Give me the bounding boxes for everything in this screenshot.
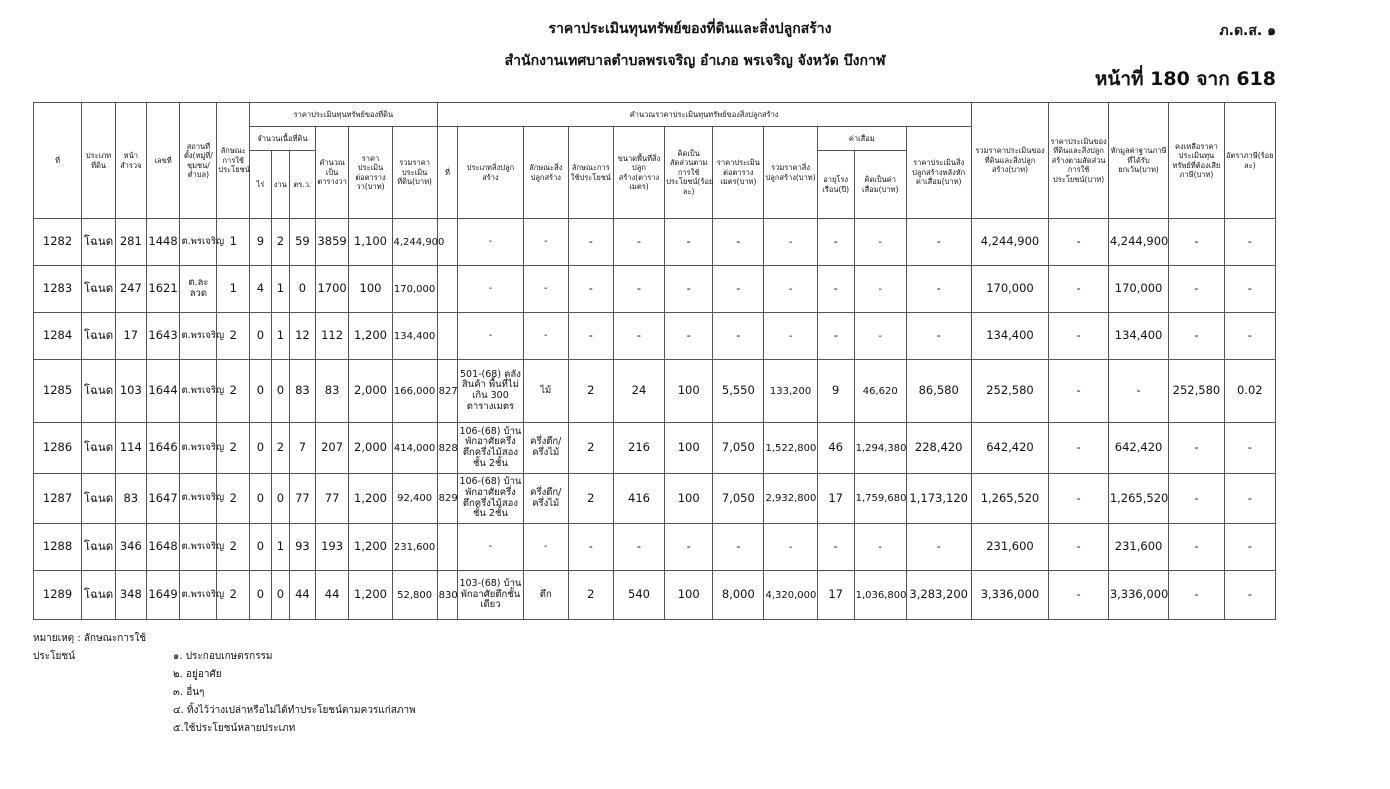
cell-use: 2	[217, 313, 250, 360]
cell-rate: -	[1224, 524, 1275, 571]
cell-bnet: 228,420	[906, 423, 971, 474]
table-row	[34, 571, 1276, 620]
col-ngan: งาน	[271, 151, 289, 219]
table-row	[34, 360, 1276, 423]
cell-age: -	[817, 219, 854, 266]
col-land-type: ประเภทที่ดิน	[82, 103, 116, 219]
cell-rai: 0	[250, 423, 272, 474]
cell-bkind: ครึ่งตึก/ครึ่งไม้	[523, 474, 568, 524]
cell-number: 1647	[146, 474, 180, 524]
cell-rem: -	[1169, 474, 1224, 524]
cell-ded: 1,265,520	[1108, 474, 1168, 524]
cell-bnet: 86,580	[906, 360, 971, 423]
cell-bnet: -	[906, 266, 971, 313]
cell-number: 1448	[146, 219, 180, 266]
cell-prop: -	[1049, 313, 1108, 360]
cell-use: 1	[217, 219, 250, 266]
cell-bno	[437, 524, 457, 571]
cell-ngan: 1	[271, 266, 289, 313]
cell-use: 1	[217, 266, 250, 313]
col-land-value: รวมราคาประเมินที่ดิน(บาท)	[392, 127, 437, 219]
cell-bval: 1,522,800	[764, 423, 817, 474]
col-building-ratio: คิดเป็นสัดส่วนตามการใช้ประโยชน์(ร้อยละ)	[665, 127, 713, 219]
cell-bratio: -	[665, 313, 713, 360]
cell-wa: 7	[290, 423, 316, 474]
group-building-value: คำนวณราคาประเมินทุนทรัพย์ของสิ่งปลูกสร้าง	[437, 103, 971, 127]
cell-ppw: 1,200	[349, 571, 392, 620]
cell-barea: 216	[613, 423, 664, 474]
cell-prop: -	[1049, 266, 1108, 313]
cell-wa: 0	[290, 266, 316, 313]
cell-prop: -	[1049, 524, 1108, 571]
cell-bkind: -	[523, 313, 568, 360]
cell-btype: -	[458, 219, 524, 266]
cell-buse: 2	[568, 474, 613, 524]
cell-use: 2	[217, 360, 250, 423]
cell-bratio: 100	[665, 571, 713, 620]
cell-age: 46	[817, 423, 854, 474]
cell-rem: -	[1169, 219, 1224, 266]
cell-rai: 0	[250, 571, 272, 620]
cell-bpsm: 7,050	[713, 423, 764, 474]
footnote-item: ๔. ทิ้งไว้ว่างเปล่าหรือไม่ได้ทำประโยชน์ตามควรแก่สภาพ	[173, 705, 416, 716]
group-depreciation: ค่าเสื่อม	[817, 127, 906, 151]
cell-wa: 12	[290, 313, 316, 360]
table-row	[34, 313, 1276, 360]
cell-loc: ต.พรเจริญ	[180, 219, 217, 266]
cell-ngan: 1	[271, 313, 289, 360]
cell-bno: 827	[437, 360, 457, 423]
cell-total: 1,265,520	[971, 474, 1049, 524]
cell-tw: 193	[315, 524, 349, 571]
cell-bpsm: -	[713, 524, 764, 571]
cell-bval: -	[764, 219, 817, 266]
cell-btype: 501-(68) คลังสินค้า พื้นที่ไม่เกิน 300 ตารางเมตร	[458, 360, 524, 423]
cell-ded: 642,420	[1108, 423, 1168, 474]
form-code: ภ.ด.ส. ๑	[1219, 23, 1276, 39]
cell-rate: -	[1224, 313, 1275, 360]
cell-ppw: 2,000	[349, 360, 392, 423]
cell-rate: -	[1224, 474, 1275, 524]
col-building-no: ที่	[437, 127, 457, 219]
cell-bkind: ไม้	[523, 360, 568, 423]
cell-buse: 2	[568, 360, 613, 423]
col-tax-rate: อัตราภาษี(ร้อยละ)	[1224, 103, 1275, 219]
document-title: ราคาประเมินทุนทรัพย์ของที่ดินและสิ่งปลูกสร้าง	[548, 21, 832, 37]
cell-use: 2	[217, 524, 250, 571]
cell-buse: 2	[568, 423, 613, 474]
cell-lv: 414,000	[392, 423, 437, 474]
cell-number: 1621	[146, 266, 180, 313]
cell-btype: -	[458, 524, 524, 571]
cell-bratio: -	[665, 266, 713, 313]
cell-rai: 0	[250, 360, 272, 423]
cell-tw: 77	[315, 474, 349, 524]
assessment-table	[33, 102, 1276, 620]
cell-bno: 829	[437, 474, 457, 524]
cell-bratio: -	[665, 219, 713, 266]
col-no: ที่	[34, 103, 82, 219]
cell-ded: -	[1108, 360, 1168, 423]
cell-age: -	[817, 266, 854, 313]
cell-bno: 828	[437, 423, 457, 474]
col-usage: ลักษณะการใช้ประโยชน์	[217, 103, 250, 219]
cell-dep: 1,294,380	[854, 423, 906, 474]
col-building-price-sqm: ราคาประเมินต่อตารางเมตร(บาท)	[713, 127, 764, 219]
cell-bno	[437, 266, 457, 313]
cell-lv: 92,400	[392, 474, 437, 524]
cell-prop: -	[1049, 423, 1108, 474]
cell-wa: 59	[290, 219, 316, 266]
cell-bval: 4,320,000	[764, 571, 817, 620]
cell-rem: 252,580	[1169, 360, 1224, 423]
cell-bval: 2,932,800	[764, 474, 817, 524]
cell-no: 1289	[34, 571, 82, 620]
cell-rate: -	[1224, 571, 1275, 620]
cell-rem: -	[1169, 524, 1224, 571]
cell-bval: 133,200	[764, 360, 817, 423]
cell-total: 231,600	[971, 524, 1049, 571]
col-survey-page: หน้าสำรวจ	[115, 103, 146, 219]
cell-btype: 103-(68) บ้านพักอาศัยตึกชั้นเดียว	[458, 571, 524, 620]
cell-dep: 1,759,680	[854, 474, 906, 524]
table-row	[34, 423, 1276, 474]
col-depreciation: คิดเป็นค่าเสื่อม(บาท)	[854, 151, 906, 219]
cell-page: 346	[115, 524, 146, 571]
cell-buse: -	[568, 313, 613, 360]
cell-buse: -	[568, 524, 613, 571]
cell-use: 2	[217, 571, 250, 620]
footnote-item: ๓. อื่นๆ	[173, 687, 205, 698]
cell-bpsm: -	[713, 313, 764, 360]
cell-ppw: 1,200	[349, 313, 392, 360]
cell-bnet: -	[906, 219, 971, 266]
cell-buse: -	[568, 219, 613, 266]
cell-ppw: 1,100	[349, 219, 392, 266]
cell-rai: 0	[250, 524, 272, 571]
cell-wa: 77	[290, 474, 316, 524]
cell-bval: -	[764, 313, 817, 360]
cell-no: 1288	[34, 524, 82, 571]
cell-no: 1285	[34, 360, 82, 423]
col-number: เลขที่	[146, 103, 180, 219]
cell-bkind: ครึ่งตึก/ครึ่งไม้	[523, 423, 568, 474]
cell-rai: 9	[250, 219, 272, 266]
cell-btype: 106-(68) บ้านพักอาศัยครึ่งตึกครึ่งไม้สองชั้น 2ชั้น	[458, 474, 524, 524]
cell-dep: -	[854, 266, 906, 313]
cell-number: 1649	[146, 571, 180, 620]
cell-ngan: 2	[271, 219, 289, 266]
cell-wa: 44	[290, 571, 316, 620]
cell-age: 17	[817, 571, 854, 620]
cell-buse: 2	[568, 571, 613, 620]
cell-rate: -	[1224, 423, 1275, 474]
col-remaining: คงเหลือราคาประเมินทุนทรัพย์ที่ต้องเสียภาษี(บาท)	[1169, 103, 1224, 219]
cell-type: โฉนด	[82, 266, 116, 313]
cell-total: 4,244,900	[971, 219, 1049, 266]
cell-page: 281	[115, 219, 146, 266]
footnote-item: ๒. อยู่อาศัย	[173, 669, 222, 680]
cell-use: 2	[217, 423, 250, 474]
col-rai: ไร่	[250, 151, 272, 219]
cell-rai: 0	[250, 313, 272, 360]
cell-tw: 112	[315, 313, 349, 360]
footnote-item: ๑. ประกอบเกษตรกรรม	[173, 651, 273, 662]
cell-type: โฉนด	[82, 571, 116, 620]
cell-lv: 4,244,900	[392, 219, 437, 266]
cell-barea: 540	[613, 571, 664, 620]
table-row	[34, 474, 1276, 524]
cell-no: 1282	[34, 219, 82, 266]
cell-prop: -	[1049, 219, 1108, 266]
cell-type: โฉนด	[82, 524, 116, 571]
cell-type: โฉนด	[82, 360, 116, 423]
cell-page: 247	[115, 266, 146, 313]
cell-lv: 166,000	[392, 360, 437, 423]
cell-type: โฉนด	[82, 219, 116, 266]
cell-bkind: ตึก	[523, 571, 568, 620]
cell-ded: 4,244,900	[1108, 219, 1168, 266]
cell-dep: 46,620	[854, 360, 906, 423]
cell-rai: 0	[250, 474, 272, 524]
cell-number: 1644	[146, 360, 180, 423]
col-building-usage: ลักษณะการใช้ประโยชน์	[568, 127, 613, 219]
cell-ded: 170,000	[1108, 266, 1168, 313]
cell-total: 642,420	[971, 423, 1049, 474]
cell-btype: -	[458, 313, 524, 360]
col-building-net: ราคาประเมินสิ่งปลูกสร้างหลังหักค่าเสื่อม(บาท)	[906, 127, 971, 219]
cell-dep: 1,036,800	[854, 571, 906, 620]
col-proportional: ราคาประเมินของที่ดินและสิ่งปลูกสร้างตามสัดส่วนการใช้ประโยชน์(บาท)	[1049, 103, 1108, 219]
col-deduction: หักมูลค่าฐานภาษีที่ได้รับยกเว้น(บาท)	[1108, 103, 1168, 219]
cell-bnet: -	[906, 313, 971, 360]
footnote	[33, 630, 416, 738]
cell-rai: 4	[250, 266, 272, 313]
cell-ngan: 1	[271, 524, 289, 571]
cell-btype: -	[458, 266, 524, 313]
cell-lv: 52,800	[392, 571, 437, 620]
cell-ppw: 100	[349, 266, 392, 313]
page-number: หน้าที่ 180 จาก 618	[1094, 68, 1276, 90]
cell-tw: 207	[315, 423, 349, 474]
cell-age: -	[817, 524, 854, 571]
cell-ppw: 1,200	[349, 524, 392, 571]
cell-dep: -	[854, 524, 906, 571]
cell-ngan: 0	[271, 474, 289, 524]
cell-rate: -	[1224, 219, 1275, 266]
cell-age: 17	[817, 474, 854, 524]
cell-barea: -	[613, 524, 664, 571]
cell-total: 252,580	[971, 360, 1049, 423]
cell-bratio: 100	[665, 423, 713, 474]
cell-page: 114	[115, 423, 146, 474]
cell-buse: -	[568, 266, 613, 313]
cell-page: 83	[115, 474, 146, 524]
cell-lv: 170,000	[392, 266, 437, 313]
cell-prop: -	[1049, 571, 1108, 620]
table-row	[34, 524, 1276, 571]
cell-barea: -	[613, 313, 664, 360]
col-price-per-sqwa: ราคาประเมินต่อตารางวา(บาท)	[349, 127, 392, 219]
col-total-sqwa: คำนวณเป็นตารางวา	[315, 127, 349, 219]
cell-rate: 0.02	[1224, 360, 1275, 423]
cell-no: 1287	[34, 474, 82, 524]
cell-number: 1643	[146, 313, 180, 360]
cell-type: โฉนด	[82, 474, 116, 524]
document-subtitle: สำนักงานเทศบาลตำบลพรเจริญ อำเภอ พรเจริญ จังหวัด บึงกาฬ	[504, 53, 886, 69]
cell-loc: ต.พรเจริญ	[180, 360, 217, 423]
cell-type: โฉนด	[82, 313, 116, 360]
cell-bno: 830	[437, 571, 457, 620]
cell-page: 17	[115, 313, 146, 360]
cell-btype: 106-(68) บ้านพักอาศัยครึ่งตึกครึ่งไม้สองชั้น 2ชั้น	[458, 423, 524, 474]
cell-bpsm: 8,000	[713, 571, 764, 620]
cell-number: 1648	[146, 524, 180, 571]
cell-total: 134,400	[971, 313, 1049, 360]
cell-barea: -	[613, 219, 664, 266]
cell-no: 1286	[34, 423, 82, 474]
cell-ngan: 0	[271, 571, 289, 620]
cell-bpsm: 7,050	[713, 474, 764, 524]
cell-bnet: 3,283,200	[906, 571, 971, 620]
cell-rem: -	[1169, 313, 1224, 360]
cell-tw: 83	[315, 360, 349, 423]
cell-rem: -	[1169, 266, 1224, 313]
col-total: รวมราคาประเมินของที่ดินและสิ่งปลูกสร้าง(บาท)	[971, 103, 1049, 219]
col-building-type: ประเภทสิ่งปลูกสร้าง	[458, 127, 524, 219]
col-building-kind: ลักษณะสิ่งปลูกสร้าง	[523, 127, 568, 219]
cell-bkind: -	[523, 524, 568, 571]
cell-use: 2	[217, 474, 250, 524]
cell-bno	[437, 313, 457, 360]
cell-bkind: -	[523, 266, 568, 313]
cell-bnet: -	[906, 524, 971, 571]
cell-loc: ต.ละลวด	[180, 266, 217, 313]
cell-page: 103	[115, 360, 146, 423]
cell-loc: ต.พรเจริญ	[180, 524, 217, 571]
cell-loc: ต.พรเจริญ	[180, 571, 217, 620]
cell-ded: 231,600	[1108, 524, 1168, 571]
group-area: จำนวนเนื้อที่ดิน	[250, 127, 316, 151]
cell-tw: 44	[315, 571, 349, 620]
cell-bpsm: -	[713, 219, 764, 266]
cell-loc: ต.พรเจริญ	[180, 423, 217, 474]
cell-total: 3,336,000	[971, 571, 1049, 620]
cell-prop: -	[1049, 360, 1108, 423]
cell-rate: -	[1224, 266, 1275, 313]
cell-bpsm: -	[713, 266, 764, 313]
cell-bkind: -	[523, 219, 568, 266]
col-sqwa: ตร.ว.	[290, 151, 316, 219]
cell-prop: -	[1049, 474, 1108, 524]
cell-loc: ต.พรเจริญ	[180, 313, 217, 360]
col-age: อายุโรงเรือน(ปี)	[817, 151, 854, 219]
cell-wa: 93	[290, 524, 316, 571]
cell-bval: -	[764, 266, 817, 313]
footnote-item: ๕.ใช้ประโยชน์หลายประเภท	[173, 723, 296, 734]
cell-no: 1284	[34, 313, 82, 360]
cell-dep: -	[854, 313, 906, 360]
col-building-value: รวมราคาสิ่งปลูกสร้าง(บาท)	[764, 127, 817, 219]
cell-ded: 3,336,000	[1108, 571, 1168, 620]
cell-total: 170,000	[971, 266, 1049, 313]
col-location: สถานที่ตั้ง(หมู่ที่/ชุมชน/ตำบล)	[180, 103, 217, 219]
cell-bratio: 100	[665, 360, 713, 423]
cell-bval: -	[764, 524, 817, 571]
cell-rem: -	[1169, 571, 1224, 620]
col-building-area: ขนาดพื้นที่สิ่งปลูกสร้าง(ตารางเมตร)	[613, 127, 664, 219]
cell-type: โฉนด	[82, 423, 116, 474]
table-row	[34, 266, 1276, 313]
cell-ngan: 2	[271, 423, 289, 474]
cell-dep: -	[854, 219, 906, 266]
cell-barea: 416	[613, 474, 664, 524]
cell-bratio: 100	[665, 474, 713, 524]
cell-lv: 231,600	[392, 524, 437, 571]
cell-ded: 134,400	[1108, 313, 1168, 360]
footnote-label: หมายเหตุ : ลักษณะการใช้ประโยชน์	[33, 633, 147, 662]
group-land-value: ราคาประเมินทุนทรัพย์ของที่ดิน	[250, 103, 438, 127]
cell-bnet: 1,173,120	[906, 474, 971, 524]
cell-tw: 1700	[315, 266, 349, 313]
cell-number: 1646	[146, 423, 180, 474]
cell-barea: 24	[613, 360, 664, 423]
cell-ppw: 1,200	[349, 474, 392, 524]
cell-wa: 83	[290, 360, 316, 423]
cell-ngan: 0	[271, 360, 289, 423]
cell-bratio: -	[665, 524, 713, 571]
cell-age: 9	[817, 360, 854, 423]
table-row	[34, 219, 1276, 266]
table-body	[34, 219, 1276, 620]
cell-barea: -	[613, 266, 664, 313]
cell-bpsm: 5,550	[713, 360, 764, 423]
cell-age: -	[817, 313, 854, 360]
cell-page: 348	[115, 571, 146, 620]
cell-rem: -	[1169, 423, 1224, 474]
cell-lv: 134,400	[392, 313, 437, 360]
cell-no: 1283	[34, 266, 82, 313]
cell-tw: 3859	[315, 219, 349, 266]
cell-loc: ต.พรเจริญ	[180, 474, 217, 524]
cell-ppw: 2,000	[349, 423, 392, 474]
